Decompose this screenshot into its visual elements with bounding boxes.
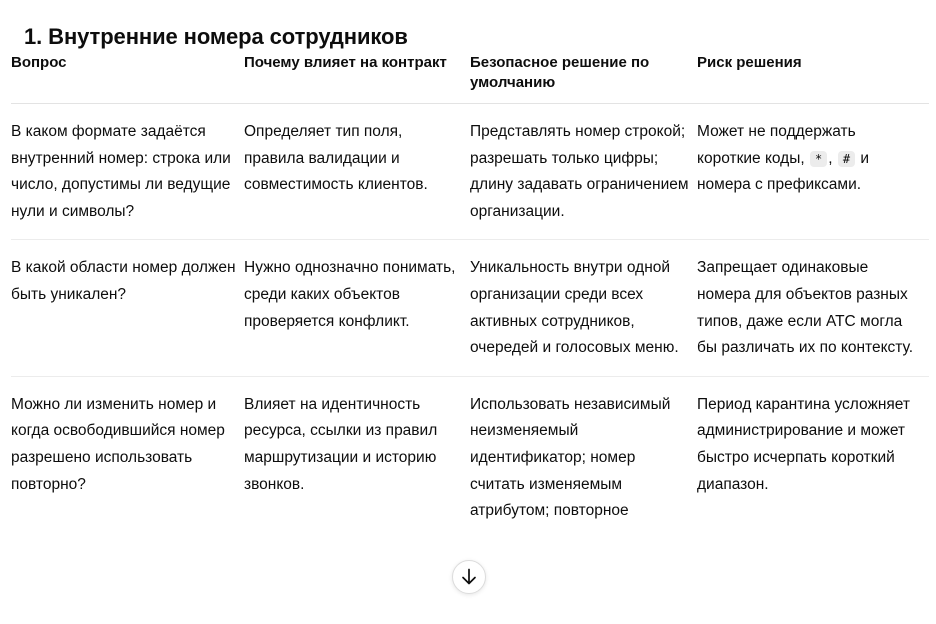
table-header-row bbox=[11, 50, 929, 104]
column-header-default: Безопасное решение по умолчанию bbox=[470, 50, 697, 104]
cell-risk: Запрещает одинаковые номера для объектов разных типов, даже если АТС могла бы различать их по контексту. bbox=[697, 240, 929, 376]
cell-default: Представлять номер строкой; разрешать только цифры; длину задавать ограничением организации. bbox=[470, 104, 697, 240]
bottom-fade-overlay bbox=[0, 598, 936, 624]
risk-text-separator: , bbox=[828, 149, 837, 167]
cell-why: Нужно однозначно понимать, среди каких объектов проверяется конфликт. bbox=[244, 240, 470, 376]
decision-table bbox=[11, 50, 929, 539]
scroll-to-bottom-button[interactable] bbox=[452, 560, 486, 594]
column-header-question: Вопрос bbox=[11, 50, 244, 104]
table-row bbox=[11, 376, 929, 538]
table-row bbox=[11, 240, 929, 376]
cell-why: Влияет на идентичность ресурса, ссылки из правил маршрутизации и историю звонков. bbox=[244, 395, 438, 493]
cell-risk: Период карантина усложняет администрирование и может быстро исчерпать короткий диапазон. bbox=[697, 395, 910, 493]
cell-default: Уникальность внутри одной организации среди всех активных сотрудников, очередей и голосовых меню. bbox=[470, 240, 697, 376]
cell-risk bbox=[697, 104, 929, 240]
risk-text-end: и номера с префиксами. bbox=[697, 149, 870, 194]
inline-code-hash: # bbox=[838, 151, 855, 167]
cell-question: Можно ли изменить номер и когда освободившийся номер разрешено использовать повторно? bbox=[11, 395, 225, 493]
section-title: 1. Внутренние номера сотрудников bbox=[24, 24, 408, 50]
cell-why: Определяет тип поля, правила валидации и совместимость клиентов. bbox=[244, 104, 470, 240]
table-row bbox=[11, 104, 929, 240]
column-header-risk: Риск решения bbox=[697, 50, 929, 104]
cell-question: В какой области номер должен быть уникален? bbox=[11, 240, 244, 376]
cell-question: В каком формате задаётся внутренний номер: строка или число, допустимы ли ведущие нули и символы? bbox=[11, 104, 244, 240]
column-header-why: Почему влияет на контракт bbox=[244, 50, 470, 104]
risk-text-start: Может не поддержать короткие коды, bbox=[697, 123, 856, 167]
cell-default: Использовать независимый неизменяемый идентификатор; номер считать изменяемым атрибутом; повторное bbox=[470, 395, 671, 520]
inline-code-asterisk: * bbox=[810, 151, 827, 167]
arrow-down-icon bbox=[461, 568, 477, 586]
